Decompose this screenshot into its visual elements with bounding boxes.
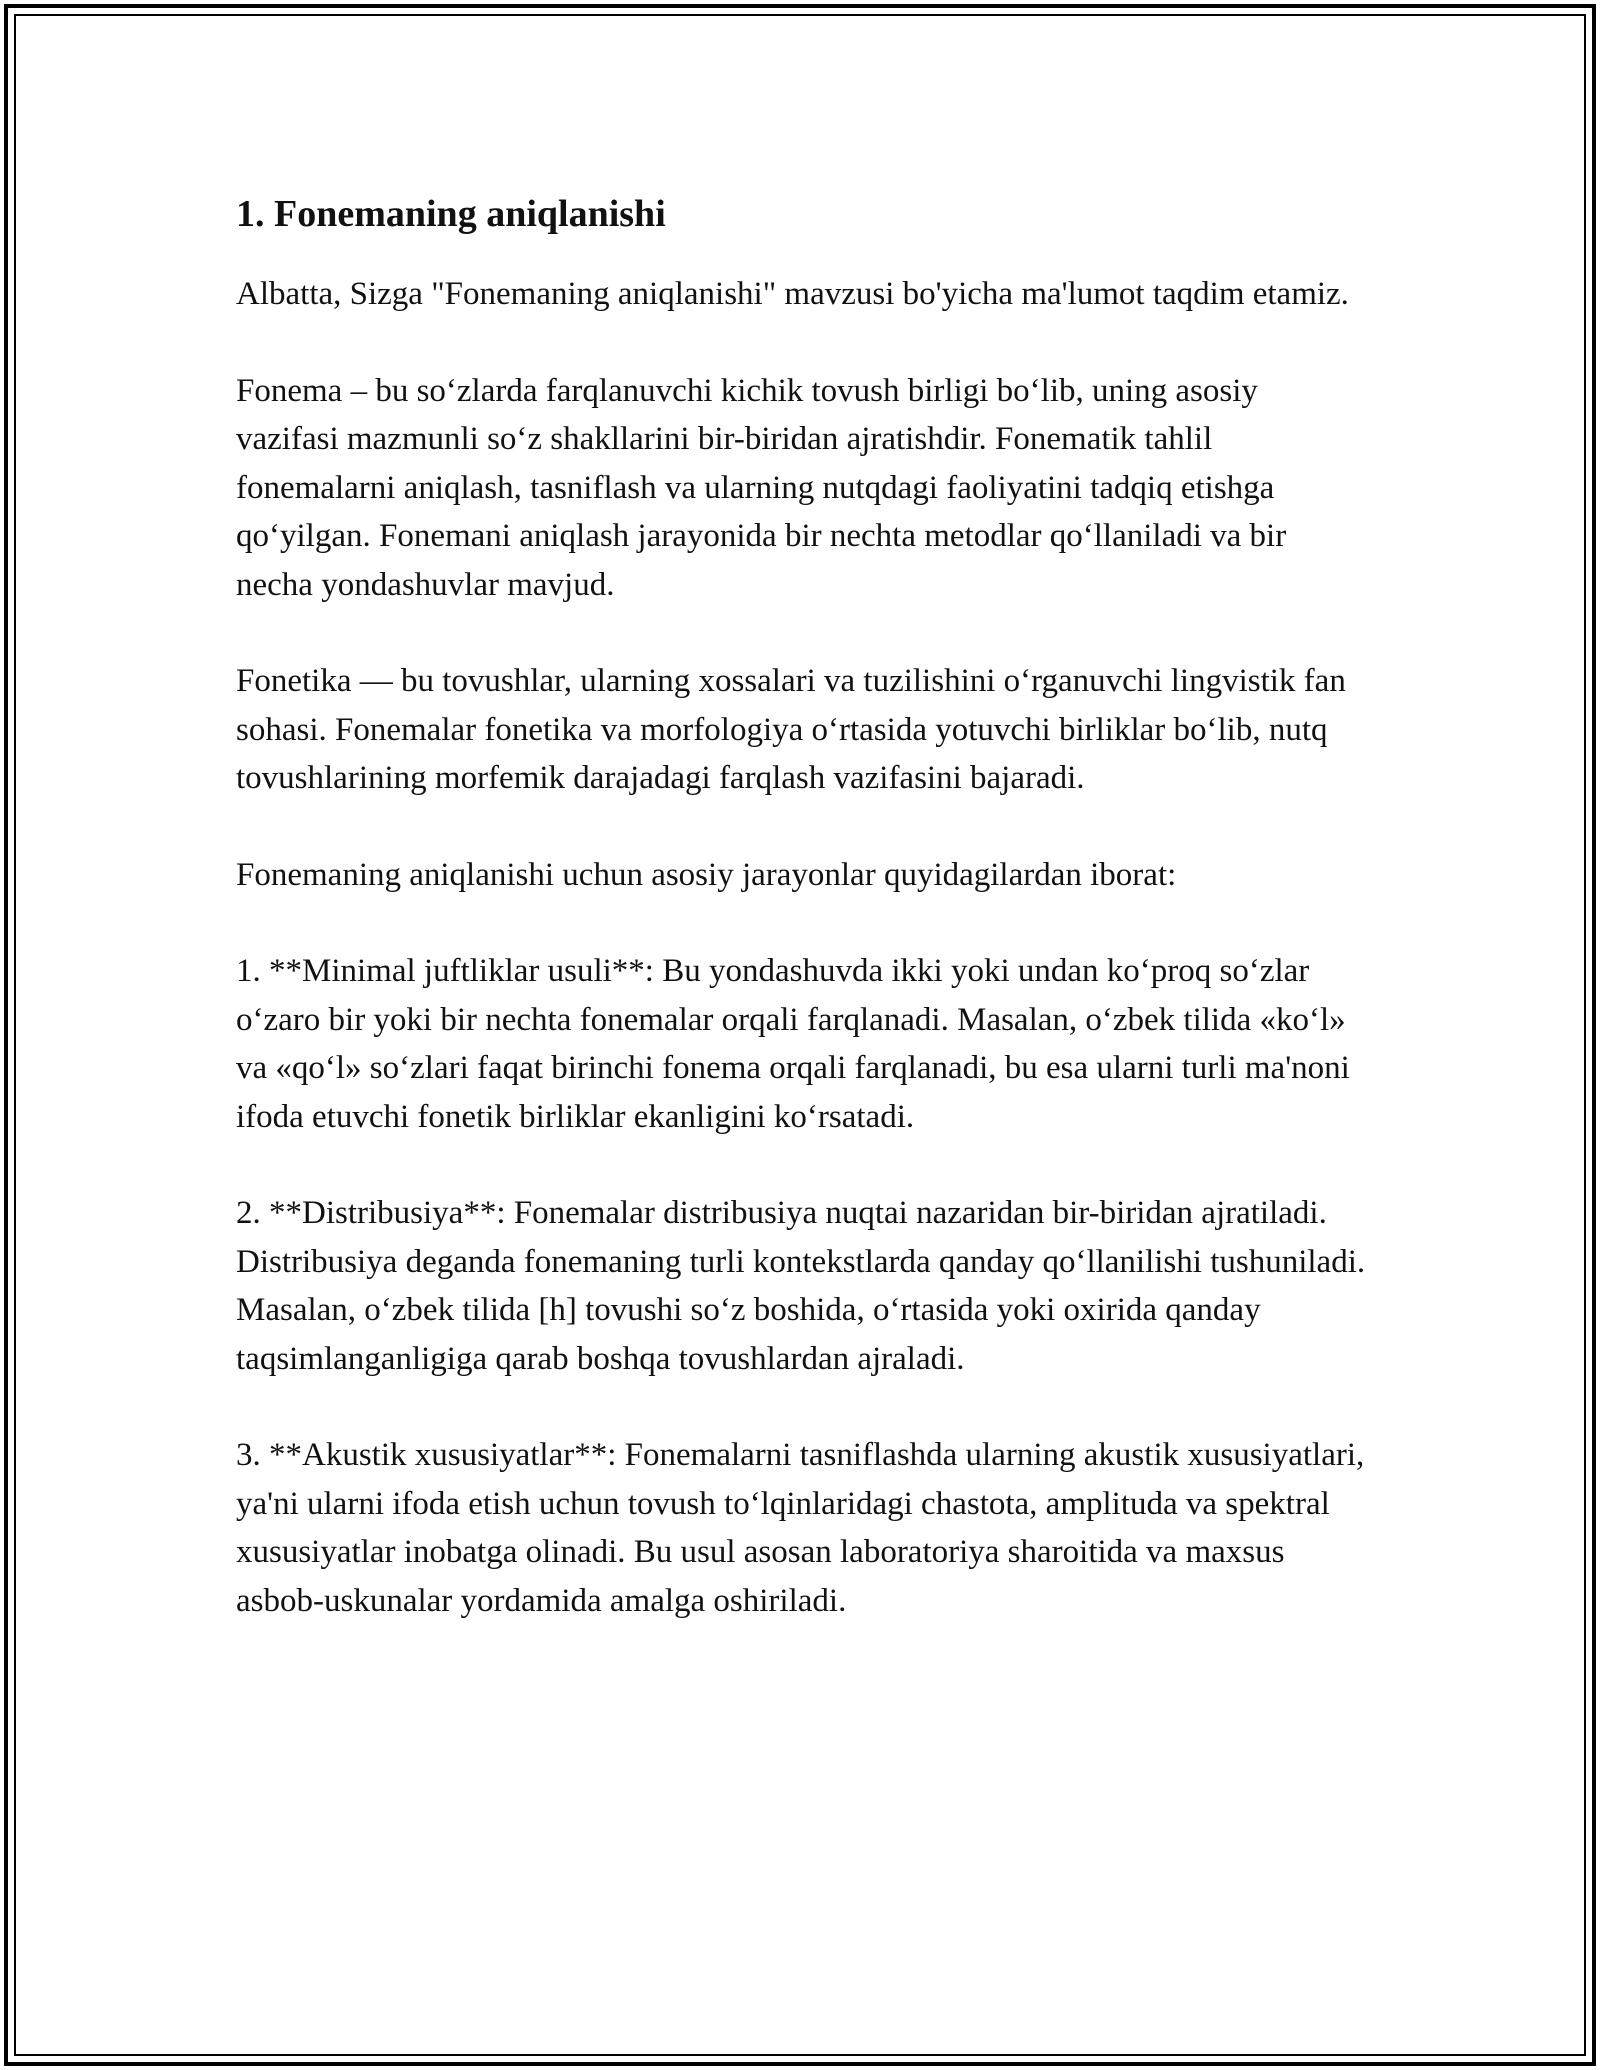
list-item-acoustic-features: 3. **Akustik xususiyatlar**: Fonemalarni tasniflashda ularning akustik xususiyatlari, ya'ni ularni ifoda etish uchun tovush to‘lqinlaridagi chastota, amplituda va spektral xususiyatlar inobatga olinadi. Bu usul asosan laboratoriya sharoitida va maxsus asbob-uskunalar yordamida amalga oshiriladi.: [236, 1437, 1365, 1619]
list-item-distribution: 2. **Distribusiya**: Fonemalar distribusiya nuqtai nazaridan bir-biridan ajratiladi. Distribusiya deganda fonemaning turli kontekstlarda qanday qo‘llanilishi tushuniladi. Masalan, o‘zbek tilida [h] tovushi so‘z boshida, o‘rtasida yoki oxirida qanday taqsimlanganligiga qarab boshqa tovushlardan ajraladi.: [236, 1195, 1366, 1377]
fonema-definition-paragraph: Fonema – bu so‘zlarda farqlanuvchi kichik tovush birligi bo‘lib, uning asosiy vazifasi mazmunli so‘z shakllarini bir-biridan ajratishdir. Fonematik tahlil fonemalarni aniqlash, tasniflash va ularning nutqdagi faoliyatini tadqiq etishga qo‘yilgan. Fonemani aniqlash jarayonida bir nechta metodlar qo‘llaniladi va bir necha yondashuvlar mavjud.: [236, 372, 1287, 603]
document-body: [236, 188, 1366, 1625]
section-title: 1. Fonemaning aniqlanishi: [236, 193, 666, 235]
intro-paragraph: Albatta, Sizga "Fonemaning aniqlanishi" mavzusi bo'yicha ma'lumot taqdim etamiz.: [236, 276, 1349, 312]
fonetika-definition-paragraph: Fonetika — bu tovushlar, ularning xossalari va tuzilishini o‘rganuvchi lingvistik fan sohasi. Fonemalar fonetika va morfologiya o‘rtasida yotuvchi birliklar bo‘lib, nutq tovushlarining morfemik darajadagi farqlash vazifasini bajaradi.: [236, 663, 1346, 796]
process-intro-paragraph: Fonemaning aniqlanishi uchun asosiy jarayonlar quyidagilardan iborat:: [236, 856, 1177, 893]
list-item-minimal-pairs: 1. **Minimal juftliklar usuli**: Bu yondashuvda ikki yoki undan ko‘proq so‘zlar o‘zaro bir yoki bir nechta fonemalar orqali farqlanadi. Masalan, o‘zbek tilida «ko‘l» va «qo‘l» so‘zlari faqat birinchi fonema orqali farqlanadi, bu esa ularni turli ma'noni ifoda etuvchi fonetik birliklar ekanligini ko‘rsatadi.: [236, 953, 1350, 1135]
